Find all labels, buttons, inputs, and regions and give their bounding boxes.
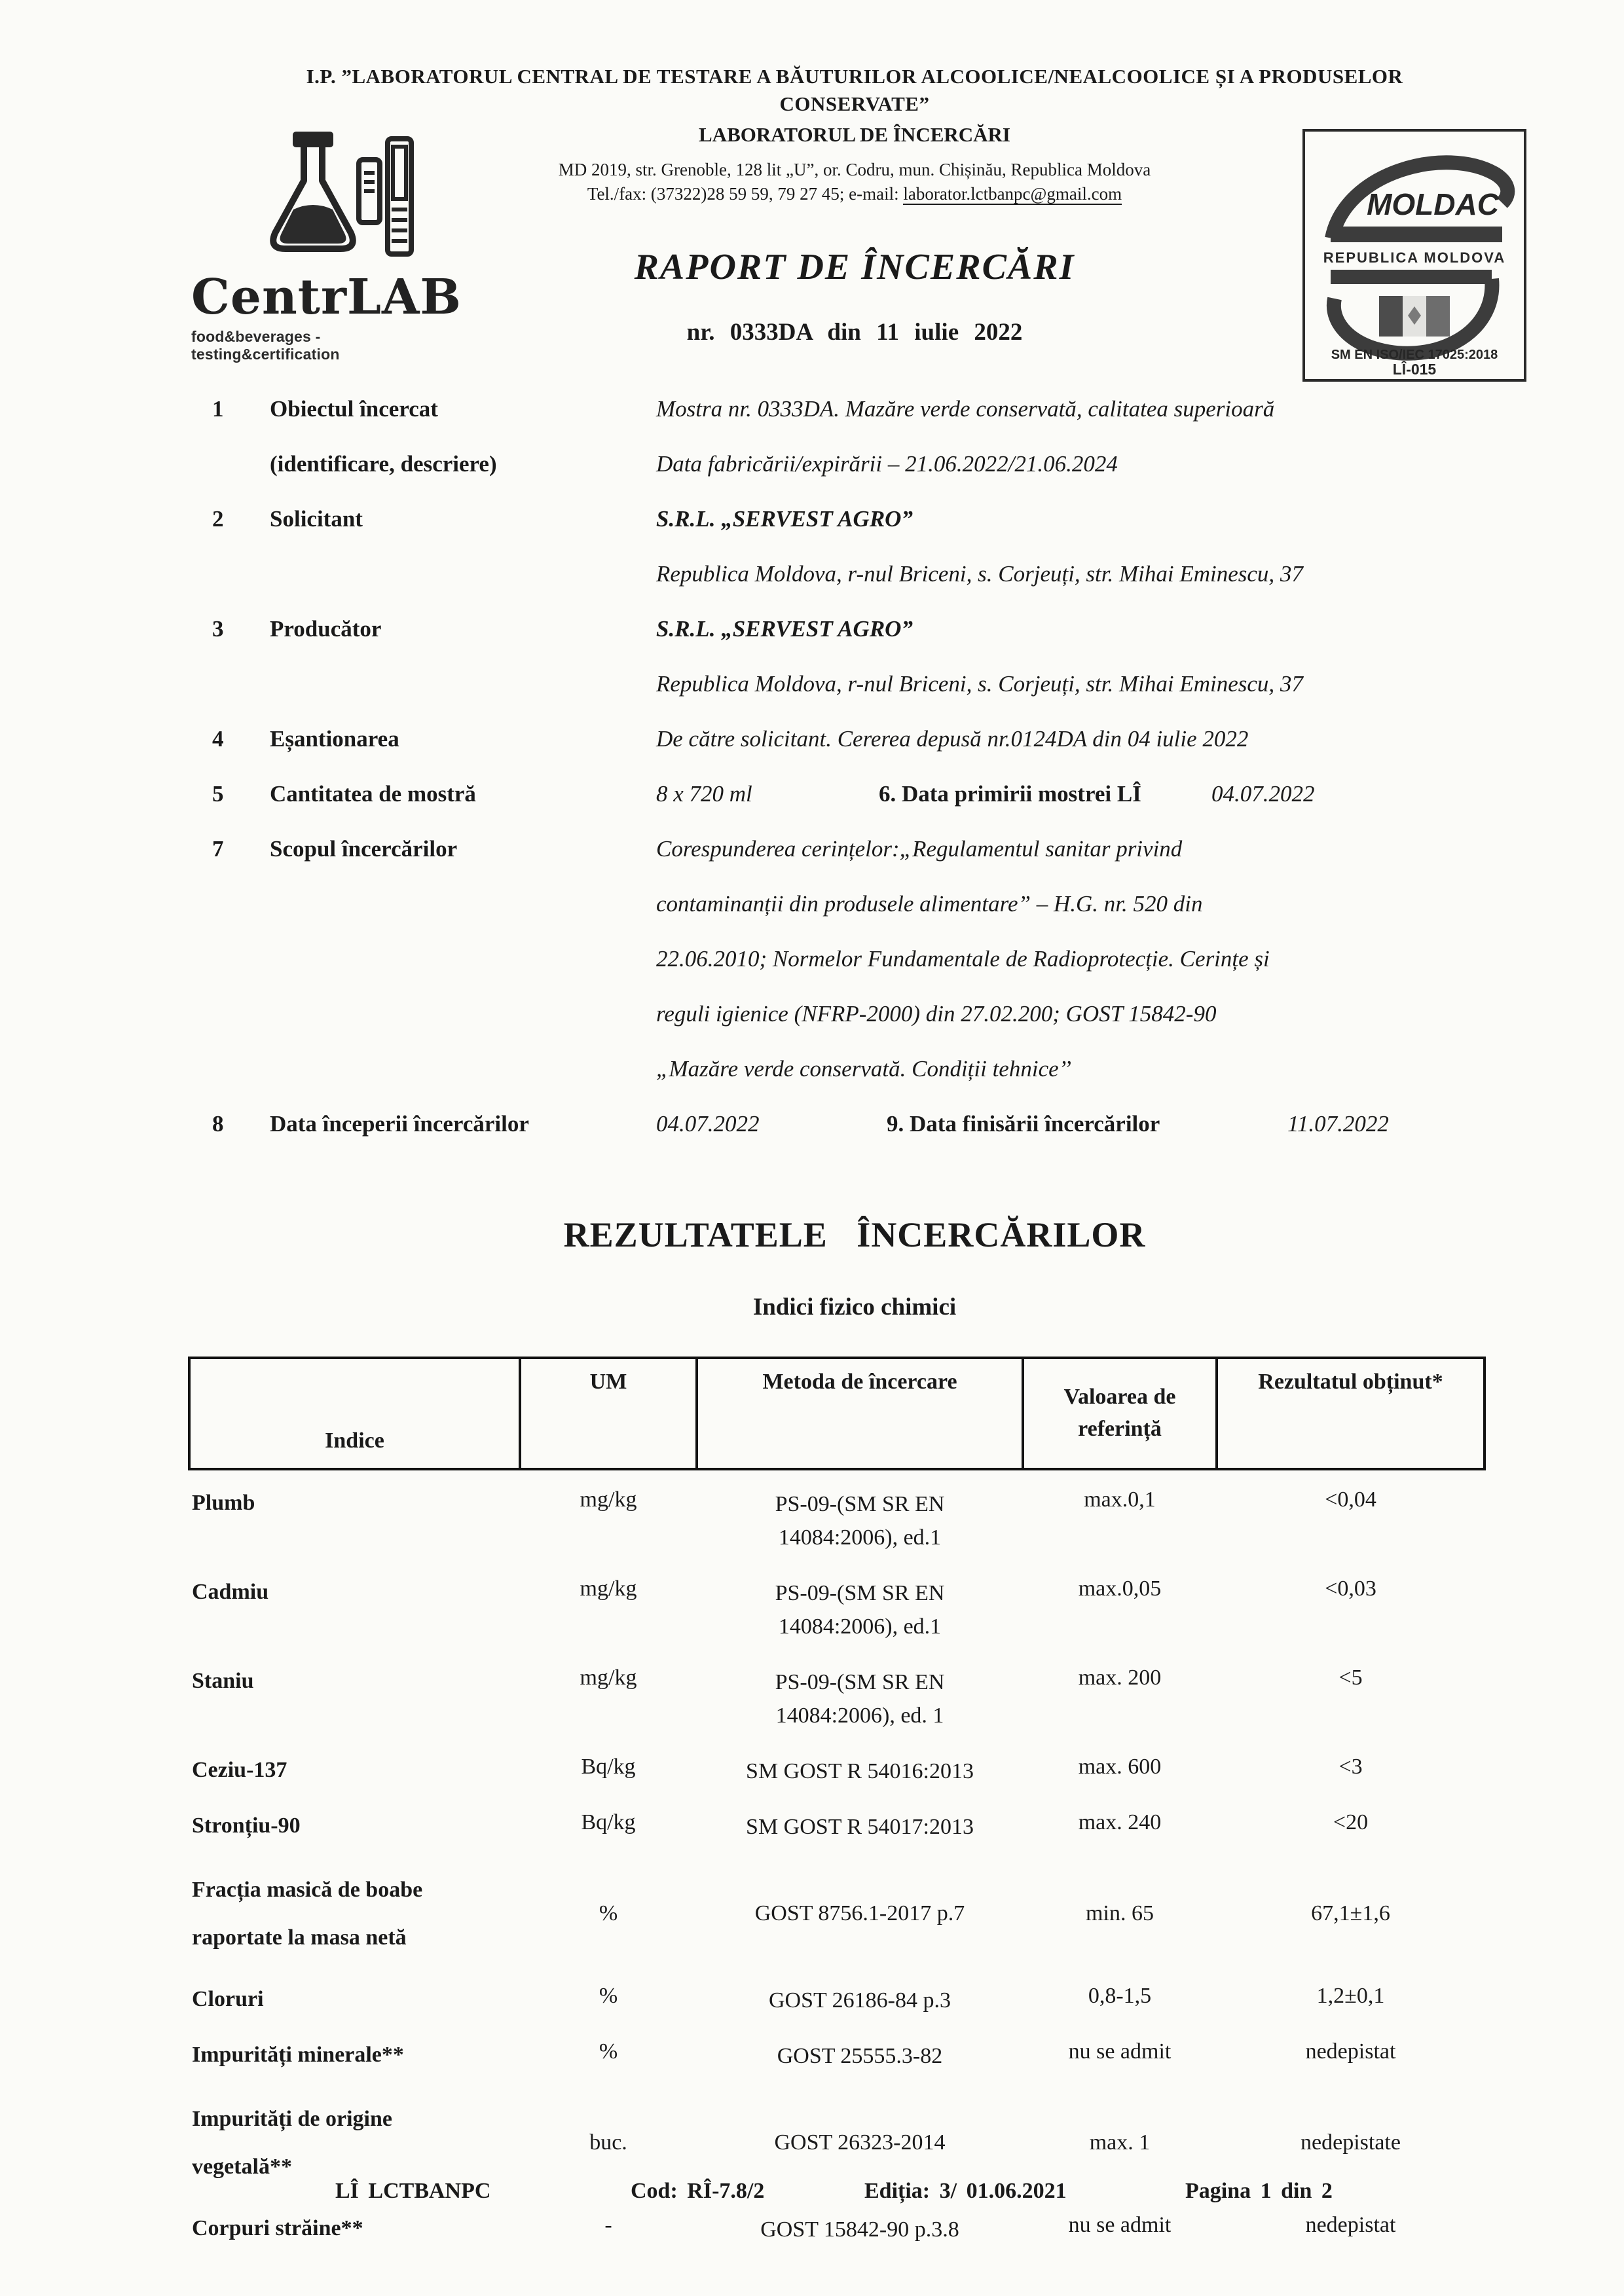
footer-lab-code: LÎ LCTBANPC xyxy=(335,2179,491,2203)
cell-indice xyxy=(189,2196,520,2251)
item-value-line: Republica Moldova, r-nul Briceni, s. Corjeuți, str. Mihai Eminescu, 37 xyxy=(656,670,1303,697)
metoda-line: 14084:2006), ed.1 xyxy=(778,1614,942,1639)
cell-referinta: max. 600 xyxy=(1078,1754,1162,1779)
report-item-5 xyxy=(212,767,1526,822)
item-label xyxy=(270,1097,656,1152)
metoda-line: PS-09-(SM SR EN xyxy=(775,1491,945,1516)
cell-indice xyxy=(189,1649,520,1738)
item-label-line: Obiectul încercat xyxy=(270,395,438,422)
cell-referinta: max.0,05 xyxy=(1078,1576,1162,1601)
cell-rezultat: <0,03 xyxy=(1325,1576,1376,1601)
cell-referinta: 0,8-1,5 xyxy=(1088,1983,1152,2008)
cell-referinta: nu se admit xyxy=(1068,2039,1172,2064)
metoda-line: SM GOST R 54016:2013 xyxy=(746,1758,974,1783)
item-value-text: 04.07.2022 xyxy=(656,1110,760,1137)
table-row xyxy=(189,1469,1485,1559)
table-row xyxy=(189,2022,1485,2078)
cell-um: buc. xyxy=(589,2130,627,2155)
stamp-standard: SM EN ISO/IEC 17025:2018 xyxy=(1331,348,1498,362)
cell-rezultat: 67,1±1,6 xyxy=(1311,1901,1390,1925)
stamp-code: LÎ-015 xyxy=(1392,361,1437,378)
cell-referinta: max. 1 xyxy=(1089,2130,1151,2155)
item-value xyxy=(656,767,1526,822)
cell-referinta: max. 240 xyxy=(1078,1810,1162,1834)
cell-rezultat: <3 xyxy=(1338,1754,1363,1779)
cell-indice xyxy=(189,1738,520,1793)
report-item-7 xyxy=(212,822,1526,1097)
metoda-line: GOST 26323-2014 xyxy=(774,2130,946,2155)
results-section xyxy=(0,1214,1624,1321)
item-value-text: 8 x 720 ml xyxy=(656,780,752,807)
cell-metoda xyxy=(697,1793,1023,1849)
indice-line: raportate la masa netă xyxy=(192,1925,407,1950)
table-row xyxy=(189,1649,1485,1738)
item-value-line: Data fabricării/expirării – 21.06.2022/21.06.2024 xyxy=(656,450,1118,477)
stamp-subtitle: REPUBLICA MOLDOVA xyxy=(1323,249,1506,266)
report-item-2 xyxy=(212,492,1526,602)
report-title: RAPORT DE ÎNCERCĂRI xyxy=(634,246,1075,287)
metoda-line: GOST 8756.1-2017 p.7 xyxy=(754,1901,965,1926)
footer-page-number: Pagina 1 din 2 xyxy=(1185,2179,1333,2203)
item-label xyxy=(270,492,656,547)
lab-name: LABORATORUL DE ÎNCERCĂRI xyxy=(699,122,1010,146)
cell-indice xyxy=(189,1793,520,1849)
item-label-line: Producător xyxy=(270,615,382,642)
item-label-line: Solicitant xyxy=(270,505,363,532)
cell-metoda xyxy=(697,2196,1023,2251)
cell-um: Bq/kg xyxy=(581,1754,636,1779)
stamp-title: MOLDAC xyxy=(1367,187,1499,221)
item-number: 2 xyxy=(212,505,224,532)
cell-indice xyxy=(189,1849,520,1967)
footer-edition: Ediția: 3/ 01.06.2021 xyxy=(864,2179,1067,2203)
indice-line: Stronțiu-90 xyxy=(192,1813,301,1838)
cell-referinta: max. 200 xyxy=(1078,1665,1162,1690)
centrlab-logo xyxy=(191,128,466,363)
item-value xyxy=(656,822,1526,1097)
item-label-line: Eșantionarea xyxy=(270,725,399,752)
indice-line: Cloruri xyxy=(192,1986,264,2011)
item-value-line xyxy=(656,767,1526,822)
item-value xyxy=(656,382,1526,492)
item-value xyxy=(656,602,1526,712)
report-item-1 xyxy=(212,382,1526,492)
item-value-line: Republica Moldova, r-nul Briceni, s. Corjeuți, str. Mihai Eminescu, 37 xyxy=(656,560,1303,587)
cell-metoda xyxy=(697,1967,1023,2022)
metoda-line: PS-09-(SM SR EN xyxy=(775,1669,945,1694)
indice-line: Fracția masică de boabe xyxy=(192,1877,423,1902)
item-number: 8 xyxy=(212,1110,224,1137)
column-header-um: UM xyxy=(520,1358,697,1469)
item-label xyxy=(270,382,656,492)
address-line: MD 2019, str. Grenoble, 128 lit „U”, or. Codru, mun. Chișinău, Republica Moldova xyxy=(558,159,1151,179)
item-label-line: (identificare, descriere) xyxy=(270,450,497,477)
item-number: 1 xyxy=(212,395,224,422)
metoda-line: GOST 25555.3-82 xyxy=(777,2043,943,2068)
item-value-line: S.R.L. „SERVEST AGRO” xyxy=(656,615,913,642)
item-label-line: Cantitatea de mostră xyxy=(270,780,476,807)
indice-line: Ceziu-137 xyxy=(192,1757,287,1782)
org-name-line2: CONSERVATE” xyxy=(779,92,930,115)
cell-metoda xyxy=(697,1469,1023,1559)
indice-line: Plumb xyxy=(192,1490,255,1515)
item-value-line xyxy=(656,1097,1526,1152)
cell-indice xyxy=(189,1469,520,1559)
metoda-line: GOST 26186-84 p.3 xyxy=(769,1988,951,2013)
flask-icon xyxy=(249,128,466,270)
item-label xyxy=(270,602,656,657)
item-value-line: contaminanții din produsele alimentare” – H.G. nr. 520 din xyxy=(656,890,1203,917)
metoda-line: SM GOST R 54017:2013 xyxy=(746,1814,974,1839)
cell-referinta: nu se admit xyxy=(1068,2213,1172,2238)
item-value-line: Mostra nr. 0333DA. Mazăre verde conservată, calitatea superioară xyxy=(656,395,1275,422)
results-table xyxy=(188,1357,1486,2251)
report-number-line: nr. 0333DA din 11 iulie 2022 xyxy=(686,318,1023,346)
metoda-line: GOST 15842-90 p.3.8 xyxy=(760,2217,959,2242)
metoda-line: PS-09-(SM SR EN xyxy=(775,1580,945,1605)
table-row xyxy=(189,1738,1485,1793)
cell-um: % xyxy=(599,1983,618,2008)
item-label xyxy=(270,822,656,877)
column-header-rezultat: Rezultatul obținut* xyxy=(1217,1358,1485,1469)
cell-rezultat: nedepistat xyxy=(1305,2039,1396,2064)
moldova-flag-icon xyxy=(1379,296,1450,337)
table-row xyxy=(189,2196,1485,2251)
email-link[interactable]: laborator.lctbanpc@gmail.com xyxy=(903,183,1122,204)
moldac-accreditation-stamp xyxy=(1302,128,1527,382)
cell-metoda xyxy=(697,1649,1023,1738)
item-label xyxy=(270,767,656,822)
item-value-line: Corespunderea cerințelor:„Regulamentul sanitar privind xyxy=(656,835,1183,862)
item-number: 5 xyxy=(212,780,224,807)
cell-rezultat: <20 xyxy=(1333,1810,1369,1834)
metoda-line: 14084:2006), ed. 1 xyxy=(775,1703,944,1728)
cell-um: % xyxy=(599,1901,618,1925)
item-inline-label: 6. Data primirii mostrei LÎ xyxy=(879,780,1141,807)
cell-um: mg/kg xyxy=(580,1576,637,1601)
item-value-line: reguli igienice (NFRP-2000) din 27.02.200; GOST 15842-90 xyxy=(656,1000,1217,1027)
cell-um: mg/kg xyxy=(580,1487,637,1512)
item-inline-value: 04.07.2022 xyxy=(1211,780,1315,807)
table-row xyxy=(189,1967,1485,2022)
item-value xyxy=(656,712,1526,767)
cell-rezultat: nedepistate xyxy=(1301,2130,1401,2155)
table-row xyxy=(189,1559,1485,1649)
indice-line: Staniu xyxy=(192,1668,254,1693)
logo-tagline: food&beverages - testing&certification xyxy=(191,328,340,363)
cell-referinta: min. 65 xyxy=(1086,1901,1154,1925)
cell-um: - xyxy=(604,2213,612,2238)
item-value-line: S.R.L. „SERVEST AGRO” xyxy=(656,505,913,532)
item-value-line: „Mazăre verde conservată. Condiții tehnice’’ xyxy=(656,1055,1072,1082)
report-item-8 xyxy=(212,1097,1526,1152)
indice-line: Cadmiu xyxy=(192,1579,269,1604)
item-value-line: 22.06.2010; Normelor Fundamentale de Radioprotecție. Cerințe și xyxy=(656,945,1270,972)
metoda-line: 14084:2006), ed.1 xyxy=(778,1525,942,1550)
cell-rezultat: 1,2±0,1 xyxy=(1316,1983,1385,2008)
indice-line: Impurități de origine xyxy=(192,2106,392,2131)
item-number: 3 xyxy=(212,615,224,642)
indice-line: Impurități minerale** xyxy=(192,2042,404,2067)
cell-um: mg/kg xyxy=(580,1665,637,1690)
cell-rezultat: <5 xyxy=(1338,1665,1363,1690)
column-header-indice: Indice xyxy=(189,1358,520,1469)
item-value xyxy=(656,492,1526,602)
table-row xyxy=(189,1793,1485,1849)
item-number: 4 xyxy=(212,725,224,752)
item-label-line: Data începerii încercărilor xyxy=(270,1110,529,1137)
cell-metoda xyxy=(697,1738,1023,1793)
item-number: 7 xyxy=(212,835,224,862)
indice-line: vegetală** xyxy=(192,2154,292,2179)
cell-um: Bq/kg xyxy=(581,1810,636,1834)
report-item-3 xyxy=(212,602,1526,712)
cell-rezultat: nedepistat xyxy=(1305,2213,1396,2238)
report-info-items xyxy=(0,382,1624,1152)
item-label xyxy=(270,712,656,767)
footer-doc-code: Cod: RÎ-7.8/2 xyxy=(631,2179,765,2203)
cell-um: % xyxy=(599,2039,618,2064)
column-header-metoda: Metoda de încercare xyxy=(697,1358,1023,1469)
item-value-line: De către solicitant. Cererea depusă nr.0124DA din 04 iulie 2022 xyxy=(656,725,1249,752)
results-title: REZULTATELE ÎNCERCĂRILOR xyxy=(563,1214,1146,1254)
results-table-header-row xyxy=(189,1358,1485,1469)
item-label-line: Scopul încercărilor xyxy=(270,835,458,862)
logo-brand-text: CentrLAB xyxy=(191,269,462,325)
cell-rezultat: <0,04 xyxy=(1325,1487,1376,1512)
report-item-4 xyxy=(212,712,1526,767)
tel-fax-text: Tel./fax: (37322)28 59 59, 79 27 45; e-mail: xyxy=(587,183,904,204)
cell-referinta: max.0,1 xyxy=(1084,1487,1156,1512)
item-value xyxy=(656,1097,1526,1152)
cell-indice xyxy=(189,1967,520,2022)
item-inline-value: 11.07.2022 xyxy=(1287,1110,1389,1137)
cell-indice xyxy=(189,2022,520,2078)
org-name-line1: I.P. ”LABORATORUL CENTRAL DE TESTARE A BĂUTURILOR ALCOOLICE/NEALCOOLICE ȘI A PRODUSELOR xyxy=(306,65,1403,88)
item-inline-label: 9. Data finisării încercărilor xyxy=(887,1110,1160,1137)
cell-metoda xyxy=(697,1849,1023,1967)
cell-metoda xyxy=(697,2022,1023,2078)
column-header-valoarea: Valoarea de referință xyxy=(1023,1358,1217,1469)
cell-metoda xyxy=(697,1559,1023,1649)
results-subtitle: Indici fizico chimici xyxy=(752,1293,957,1321)
cell-indice xyxy=(189,1559,520,1649)
table-row xyxy=(189,1849,1485,1967)
indice-line: Corpuri străine** xyxy=(192,2216,363,2241)
